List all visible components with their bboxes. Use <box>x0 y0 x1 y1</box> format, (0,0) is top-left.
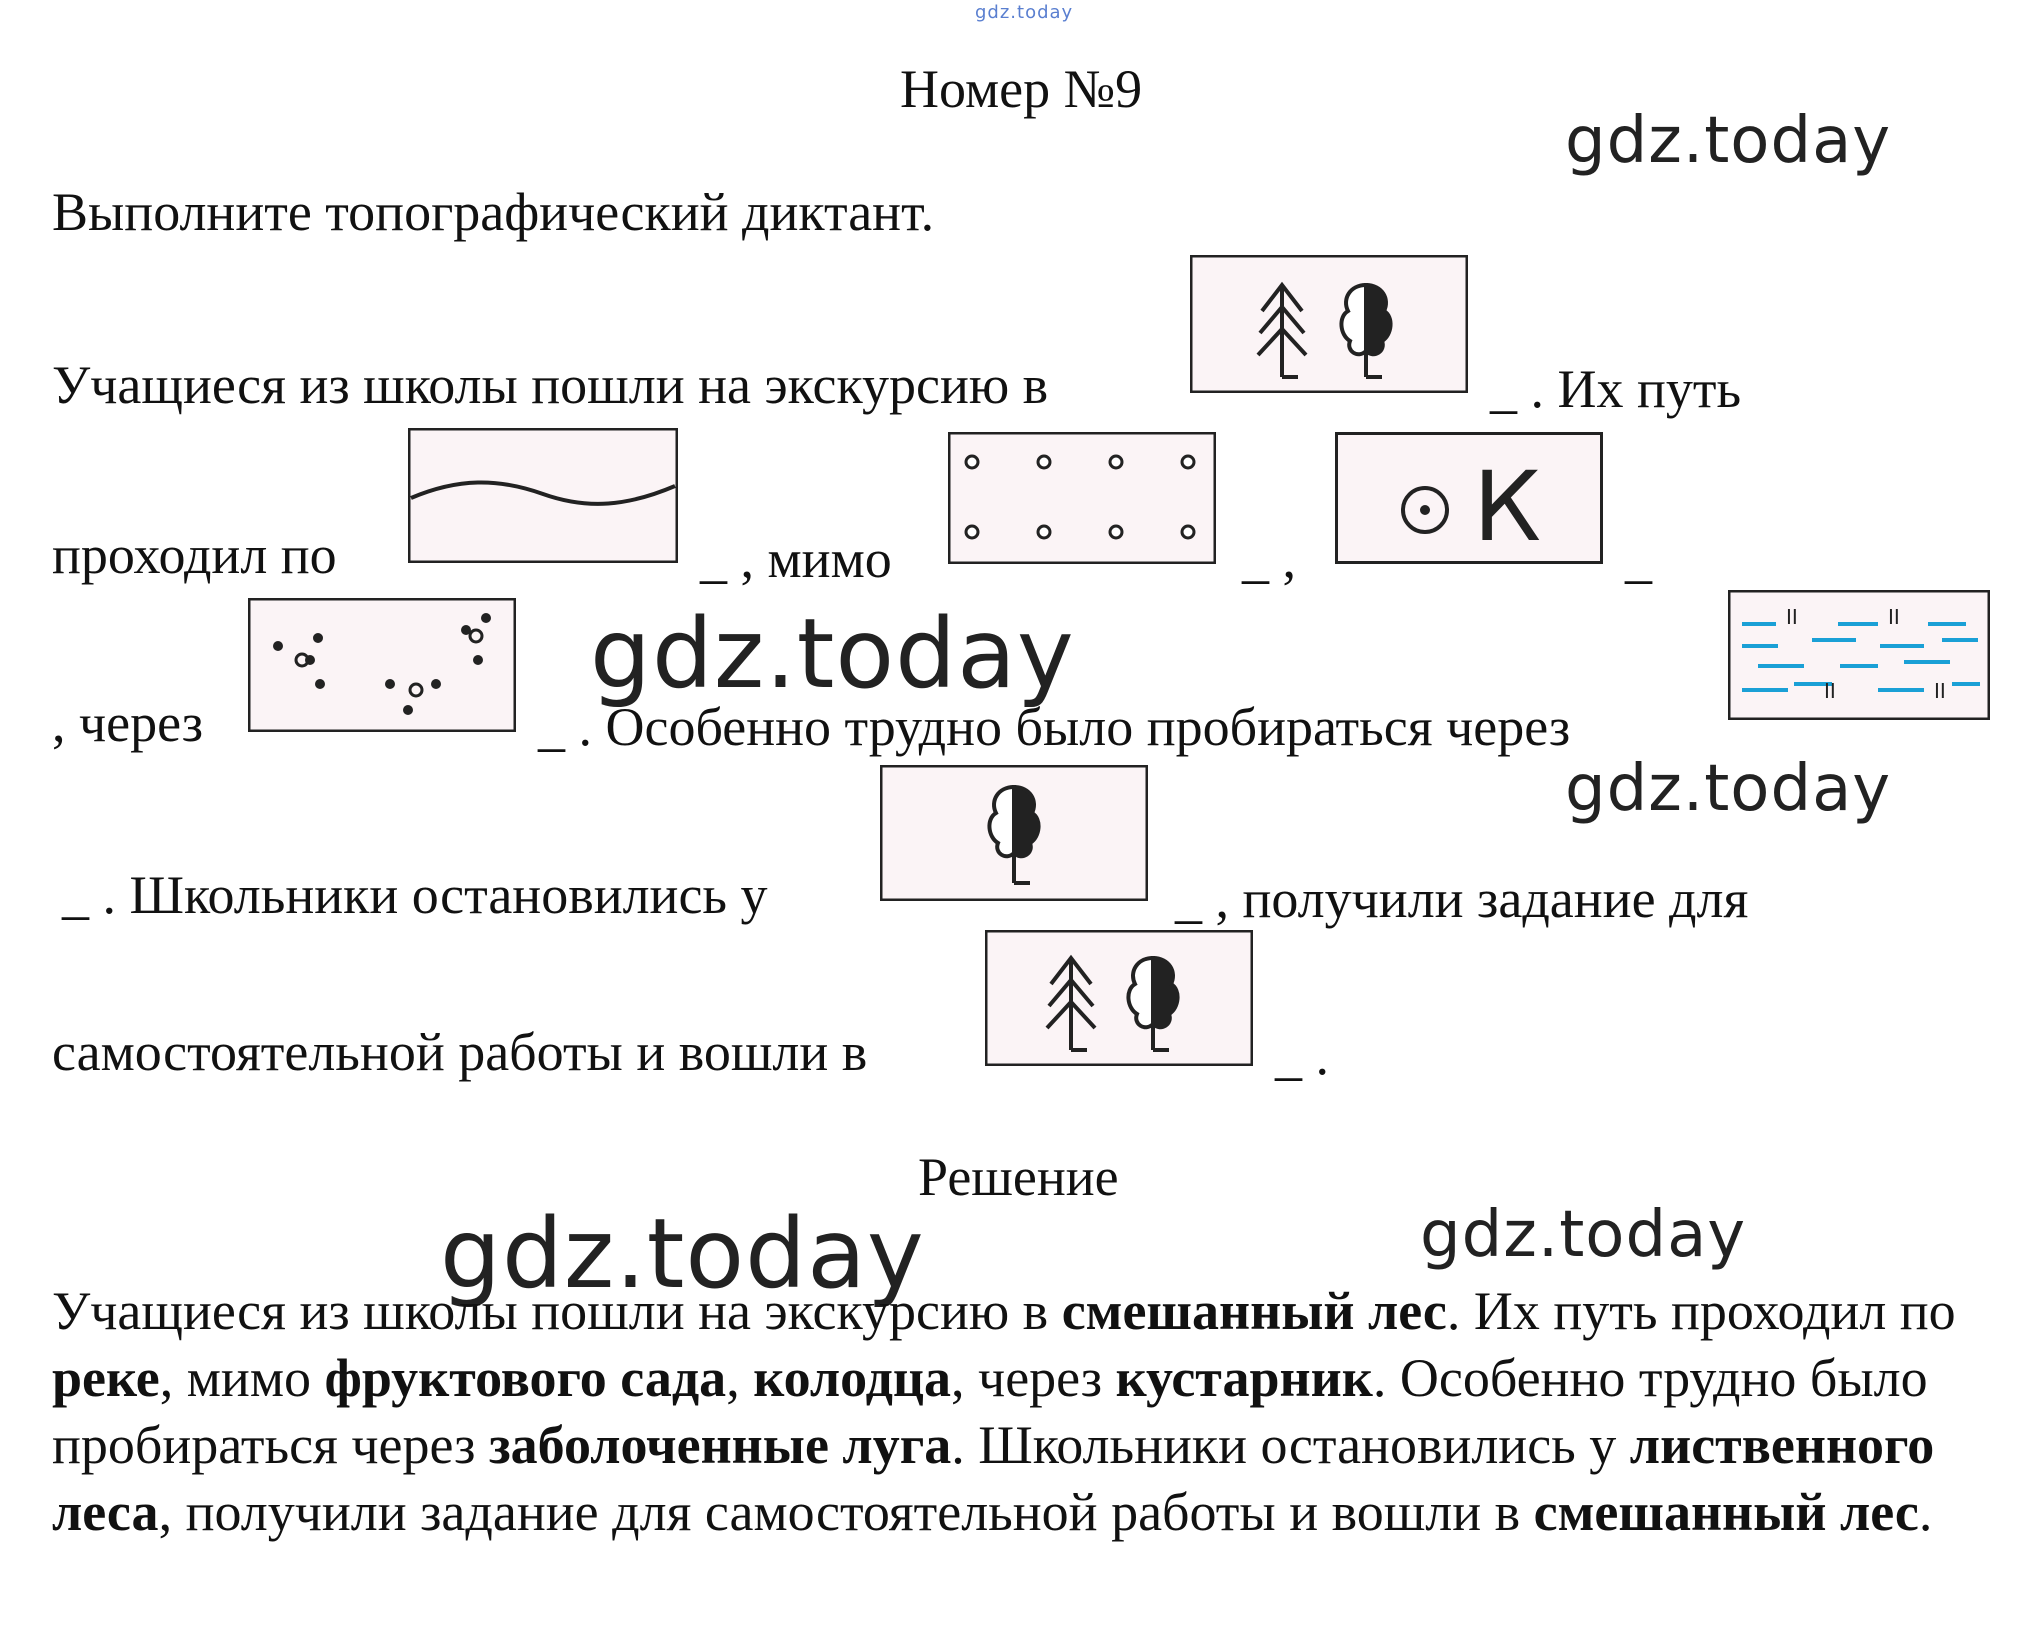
answer-marsh: заболоченные луга <box>488 1415 952 1475</box>
watermark-5: gdz.today <box>1420 1198 1747 1272</box>
solution-part: . Школьники остановились у <box>951 1415 1630 1475</box>
watermark-1: gdz.today <box>1565 104 1892 178</box>
solution-part: , через <box>951 1348 1116 1408</box>
dictation-seg11: самостоятельной работы и вошли в <box>52 1022 868 1082</box>
answer-well: колодца <box>753 1348 952 1408</box>
answer-shrub: кустарник <box>1115 1348 1373 1408</box>
shrub-symbol <box>248 598 516 732</box>
dictation-seg6: _ <box>1625 529 1652 589</box>
dictation-seg9: _ . Школьники остановились у <box>62 865 768 925</box>
dictation-seg8: _ . Особенно трудно было пробираться через <box>538 697 1571 757</box>
solution-text <box>52 1278 2002 1546</box>
page-title: Номер №9 <box>900 59 1143 119</box>
well-symbol <box>1335 432 1603 564</box>
dictation-seg1: Учащиеся из школы пошли на экскурсию в <box>52 355 1049 415</box>
dictation-seg12: _ . <box>1275 1026 1329 1086</box>
dictation-seg2: _ . Их путь <box>1490 359 1742 419</box>
orchard-symbol <box>948 432 1216 564</box>
dictation-seg10: _ , получили задание для <box>1175 869 1749 929</box>
shrub-icon <box>248 598 516 732</box>
dictation-seg4: _ , мимо <box>700 529 892 589</box>
answer-orchard: фруктового сада <box>324 1348 727 1408</box>
mixed-forest-symbol-2 <box>985 930 1253 1066</box>
dictation-seg7: , через <box>52 693 204 753</box>
answer-river: реке <box>52 1348 160 1408</box>
watermark-4: gdz.today <box>440 1198 925 1310</box>
solution-heading: Решение <box>918 1147 1119 1207</box>
marsh-symbol <box>1728 590 1990 720</box>
solution-part: . Их путь проходил по <box>1446 1281 1956 1341</box>
solution-part: . Особенно трудно было пробираться через <box>52 1348 1928 1475</box>
mixed-forest-symbol <box>1190 255 1468 393</box>
marsh-mark: II <box>1786 605 1798 629</box>
marsh-mark: II <box>1934 679 1946 703</box>
solution-part: . <box>1918 1482 1933 1542</box>
well-letter: К <box>1473 451 1542 563</box>
answer-deciduous-forest: лиственного леса <box>52 1415 1935 1542</box>
dictation-seg5: _ , <box>1242 529 1296 589</box>
watermark-2: gdz.today <box>590 598 1075 710</box>
answer-mixed-forest-2: смешанный лес <box>1533 1482 1919 1542</box>
marsh-mark: II <box>1824 679 1836 703</box>
watermark-3: gdz.today <box>1565 752 1892 826</box>
answer-mixed-forest: смешанный лес <box>1061 1281 1447 1341</box>
marsh-icon <box>1728 590 1990 720</box>
dictation-seg3: проходил по <box>52 525 337 585</box>
well-icon <box>1335 432 1603 564</box>
deciduous-forest-icon <box>880 765 1148 901</box>
mixed-forest-icon <box>1190 255 1468 393</box>
river-icon <box>408 428 678 563</box>
task-text: Выполните топографический диктант. <box>52 182 935 242</box>
deciduous-forest-symbol <box>880 765 1148 901</box>
orchard-icon <box>948 432 1216 564</box>
solution-part: , <box>726 1348 754 1408</box>
watermark-top: gdz.today <box>975 2 1074 23</box>
mixed-forest-icon <box>985 930 1253 1066</box>
solution-part: , мимо <box>159 1348 325 1408</box>
solution-part: , получили задание для самостоятельной работы и вошли в <box>158 1482 1534 1542</box>
river-symbol <box>408 428 678 563</box>
marsh-mark: II <box>1888 605 1900 629</box>
solution-part: Учащиеся из школы пошли на экскурсию в <box>52 1281 1062 1341</box>
